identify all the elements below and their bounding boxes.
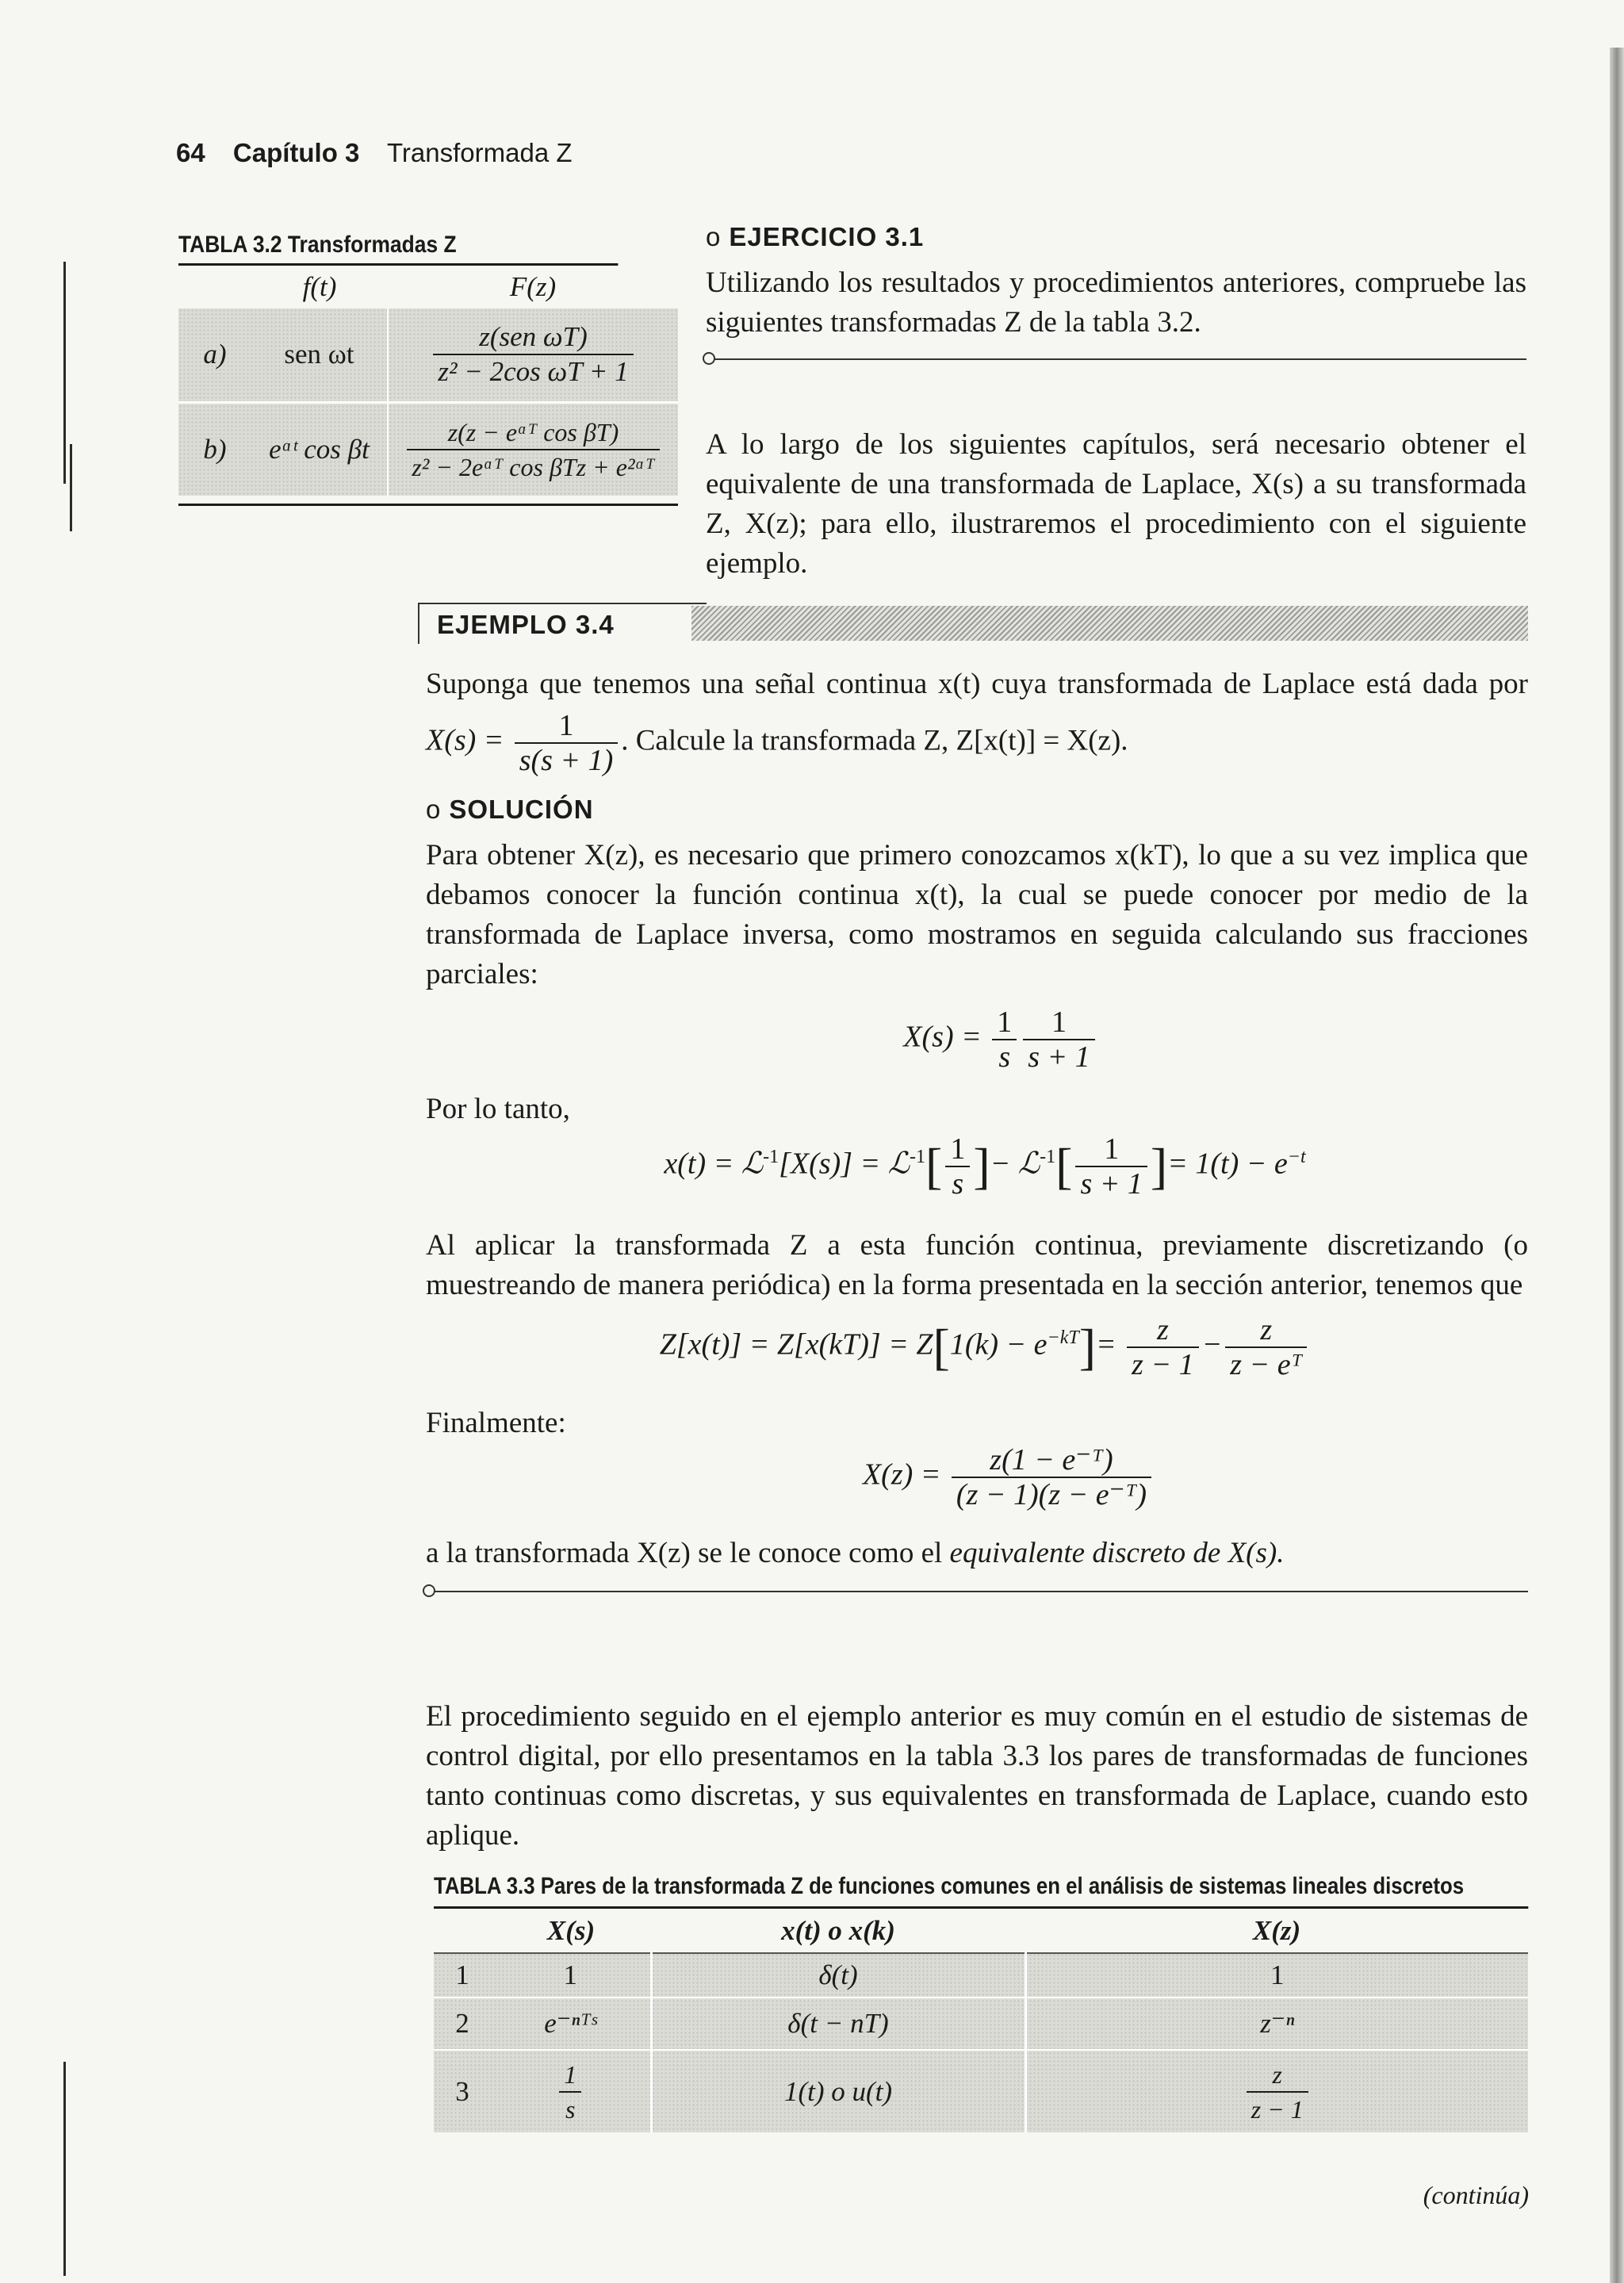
intro-paragraph: A lo largo de los siguientes capítulos, será necesario obtener el equivalente de una transformada de Laplace, X(s) a su transformada Z, X(z); para ello, ilustraremos el procedimiento con el siguiente ejemplo. <box>706 428 1526 580</box>
eq4-b: 1(k) − e <box>949 1327 1048 1362</box>
tabla-3-2-caption: TABLA 3.2 Transformadas Z <box>178 232 618 266</box>
col-header-Xz: X(z) <box>1252 1914 1301 1946</box>
eq2-lhs: X(s) = <box>903 1020 982 1054</box>
eq2-f1-num: 1 <box>992 1006 1017 1040</box>
row-number: 2 <box>455 2008 469 2039</box>
eq2 <box>426 1006 1528 1082</box>
eq3-f1-num: 1 <box>945 1132 970 1167</box>
eq3-exp: −t <box>1287 1147 1306 1168</box>
row-number: 1 <box>455 1959 469 1990</box>
page-edge-shadow <box>1610 48 1624 2283</box>
eq4-f2-num: z <box>1225 1313 1307 1348</box>
eq4-exp: −kT <box>1047 1327 1079 1349</box>
row-xt: δ(t − nT) <box>651 1998 1025 2050</box>
col-header-Xs: X(s) <box>546 1914 596 1946</box>
eq1-numerator: 1 <box>515 709 619 744</box>
table-row <box>434 1953 1528 1998</box>
row-Xs: e⁻ⁿᵀˢ <box>544 2008 597 2039</box>
eq3-b: [X(s)] = ℒ <box>779 1147 910 1181</box>
eq4-f1-den: z − 1 <box>1132 1348 1194 1381</box>
Xz-den: z − 1 <box>1251 2094 1304 2124</box>
divider-ring-icon <box>703 352 715 365</box>
row-Xz: z⁻ⁿ <box>1025 1998 1528 2050</box>
eq3-f1-den: s <box>952 1167 964 1201</box>
row-f: sen ωt <box>284 339 354 370</box>
col-header-xt: x(t) o x(k) <box>781 1914 895 1946</box>
p4-emphasis: equivalente discreto de X(s). <box>949 1537 1285 1569</box>
eq5-lhs: X(z) = <box>862 1458 941 1492</box>
F-denominator: z² − 2eᵅᵀ cos βTz + e²ᵅᵀ <box>412 452 655 481</box>
eq2-f1-den: s <box>998 1040 1011 1074</box>
ejemplo-p4 <box>426 1534 1528 1573</box>
eq1-lhs: X(s) = <box>426 723 504 757</box>
margin-line <box>70 444 72 531</box>
eq2-f2-den: s + 1 <box>1028 1040 1090 1074</box>
eq4-f2-den: z − eᵀ <box>1230 1348 1303 1381</box>
row-Xs: 1 <box>563 1959 577 1990</box>
ejercicio-title-text: EJERCICIO 3.1 <box>729 222 925 251</box>
ejemplo-banner-hatch <box>691 606 1528 641</box>
eq1-tail: . Calcule la transformada Z, Z[x(t)] = X(z). <box>621 724 1128 757</box>
eq4: $Z[x(t)] = Z[x(kT)] = Z[1(k) - e^{-kT}]=$ $\frac{z}{z - 1}$ − $\frac{z}{\text{z − eᵀ}}$ <box>426 1313 1528 1392</box>
solucion-title-text: SOLUCIÓN <box>449 795 594 824</box>
ejemplo-p1: Suponga que tenemos una señal continua x(t) cuya transformada de Laplace está dada por <box>426 668 1528 700</box>
eq3-inv-3: -1 <box>1040 1147 1056 1168</box>
ejemplo-title: EJEMPLO 3.4 <box>418 603 707 644</box>
Xs-den: s <box>565 2094 576 2124</box>
table-row <box>434 1998 1528 2050</box>
F-numerator: z(sen ωT) <box>433 320 633 355</box>
por-lo-tanto: Por lo tanto, <box>426 1093 570 1125</box>
eq3-f2-num: 1 <box>1075 1132 1147 1167</box>
tabla-3-3-body <box>434 1909 1528 2132</box>
ejercicio-3-1 <box>706 222 1526 360</box>
table-row <box>178 402 678 496</box>
ejemplo-p3: Al aplicar la transformada Z a esta función continua, previamente discretizando (o muestreando de manera periódica) en la forma presentada en la sección anterior, tenemos que <box>426 1229 1528 1301</box>
ejemplo-p2: Para obtener X(z), es necesario que primero conozcamos x(kT), lo que a su vez implica que debamos conocer la función continua x(t), la cual se puede conocer por medio de la transformada de Laplace inversa, como mostramos en seguida calculando sus fracciones parciales: <box>426 839 1528 990</box>
col-header-f: f(t) <box>302 271 337 302</box>
bullet-icon: o <box>426 795 442 824</box>
row-Xs <box>491 2050 651 2132</box>
eq4-f1-num: z <box>1127 1313 1198 1348</box>
table-row <box>434 2050 1528 2132</box>
eq3: x(t) = ℒ$^{-1}$[X(s)] = ℒ$^{-1}$[ $\frac{1}{s}$ ]− ℒ$^{-1}$[ $\frac{1}{s + 1}$ ]= $1(t) - e^{-t}$ <box>664 1132 1306 1201</box>
tabla-3-3-caption: TABLA 3.3 Pares de la transformada Z de funciones comunes en el análisis de sistemas lineales discretos <box>434 1873 1528 1909</box>
eq3-a: x(t) = ℒ <box>664 1147 764 1181</box>
row-Xz: 1 <box>1025 1953 1528 1998</box>
tabla-3-2-body <box>178 266 678 496</box>
finalmente: Finalmente: <box>426 1407 566 1439</box>
eq3-f2-den: s + 1 <box>1080 1167 1143 1201</box>
bullet-icon: o <box>706 222 722 251</box>
eq5-num: z(1 − e⁻ᵀ) <box>952 1443 1151 1478</box>
margin-line <box>63 2062 66 2276</box>
table-row <box>178 308 678 402</box>
closing-paragraph: El procedimiento seguido en el ejemplo anterior es muy común en el estudio de sistemas de control digital, por ello presentamos en la tabla 3.3 los pares de transformadas de funciones tanto continuas como discretas, y sus equivalentes en transformada de Laplace, cuando esto aplique. <box>426 1700 1528 1852</box>
tabla-3-2 <box>178 232 678 506</box>
eq3-d: = 1(t) − e <box>1167 1147 1288 1181</box>
Xs-num: 1 <box>559 2058 581 2093</box>
margin-line <box>63 262 66 484</box>
eq3-inv-2: -1 <box>910 1147 926 1168</box>
row-F <box>388 308 678 402</box>
eq3-inv-1: -1 <box>763 1147 779 1168</box>
eq5 <box>426 1443 1528 1526</box>
ejercicio-title <box>706 222 1526 252</box>
divider-ring-icon <box>423 1584 435 1597</box>
row-F <box>388 402 678 496</box>
eq4-a: Z[x(t)] = Z[x(kT)] = Z <box>659 1327 933 1362</box>
tabla-3-3 <box>434 1873 1528 2132</box>
F-numerator: z(z − eᵅᵀ cos βT) <box>407 416 659 450</box>
ejercicio-divider <box>706 358 1526 360</box>
row-label: b) <box>203 433 227 465</box>
ejemplo-end-divider <box>426 1591 1528 1592</box>
chapter-label: Capítulo 3 <box>232 138 360 167</box>
ejemplo-banner <box>418 603 1528 644</box>
eq4-c: = <box>1096 1327 1116 1362</box>
row-f: eᵅᵗ cos βt <box>269 433 370 465</box>
eq3-c: − ℒ <box>990 1147 1040 1181</box>
eq2-f2-num: 1 <box>1023 1006 1094 1040</box>
ejemplo-eq1-line <box>426 709 1528 777</box>
col-header-F: F(z) <box>509 271 557 302</box>
row-Xz <box>1025 2050 1528 2132</box>
page-number: 64 <box>176 138 205 167</box>
row-xt: 1(t) o u(t) <box>651 2050 1025 2132</box>
ejemplo-content <box>426 665 1528 1592</box>
row-number: 3 <box>455 2075 469 2107</box>
eq5-den: (z − 1)(z − e⁻ᵀ) <box>956 1478 1147 1511</box>
continua-note: (continúa) <box>1423 2181 1529 2209</box>
Xz-num: z <box>1247 2058 1308 2093</box>
page-header <box>176 138 573 168</box>
p4-text: a la transformada X(z) se le conoce como el <box>426 1537 950 1569</box>
F-denominator: z² − 2cos ωT + 1 <box>438 356 629 388</box>
solucion-title <box>426 795 1528 825</box>
chapter-title: Transformada Z <box>386 138 573 167</box>
tabla-3-2-bottom-rule <box>178 504 678 506</box>
row-label: a) <box>203 339 227 370</box>
row-xt: δ(t) <box>651 1953 1025 1998</box>
eq1-denominator: s(s + 1) <box>519 744 614 777</box>
ejercicio-text: Utilizando los resultados y procedimientos anteriores, compruebe las siguientes transformadas Z de la tabla 3.2. <box>706 266 1526 339</box>
